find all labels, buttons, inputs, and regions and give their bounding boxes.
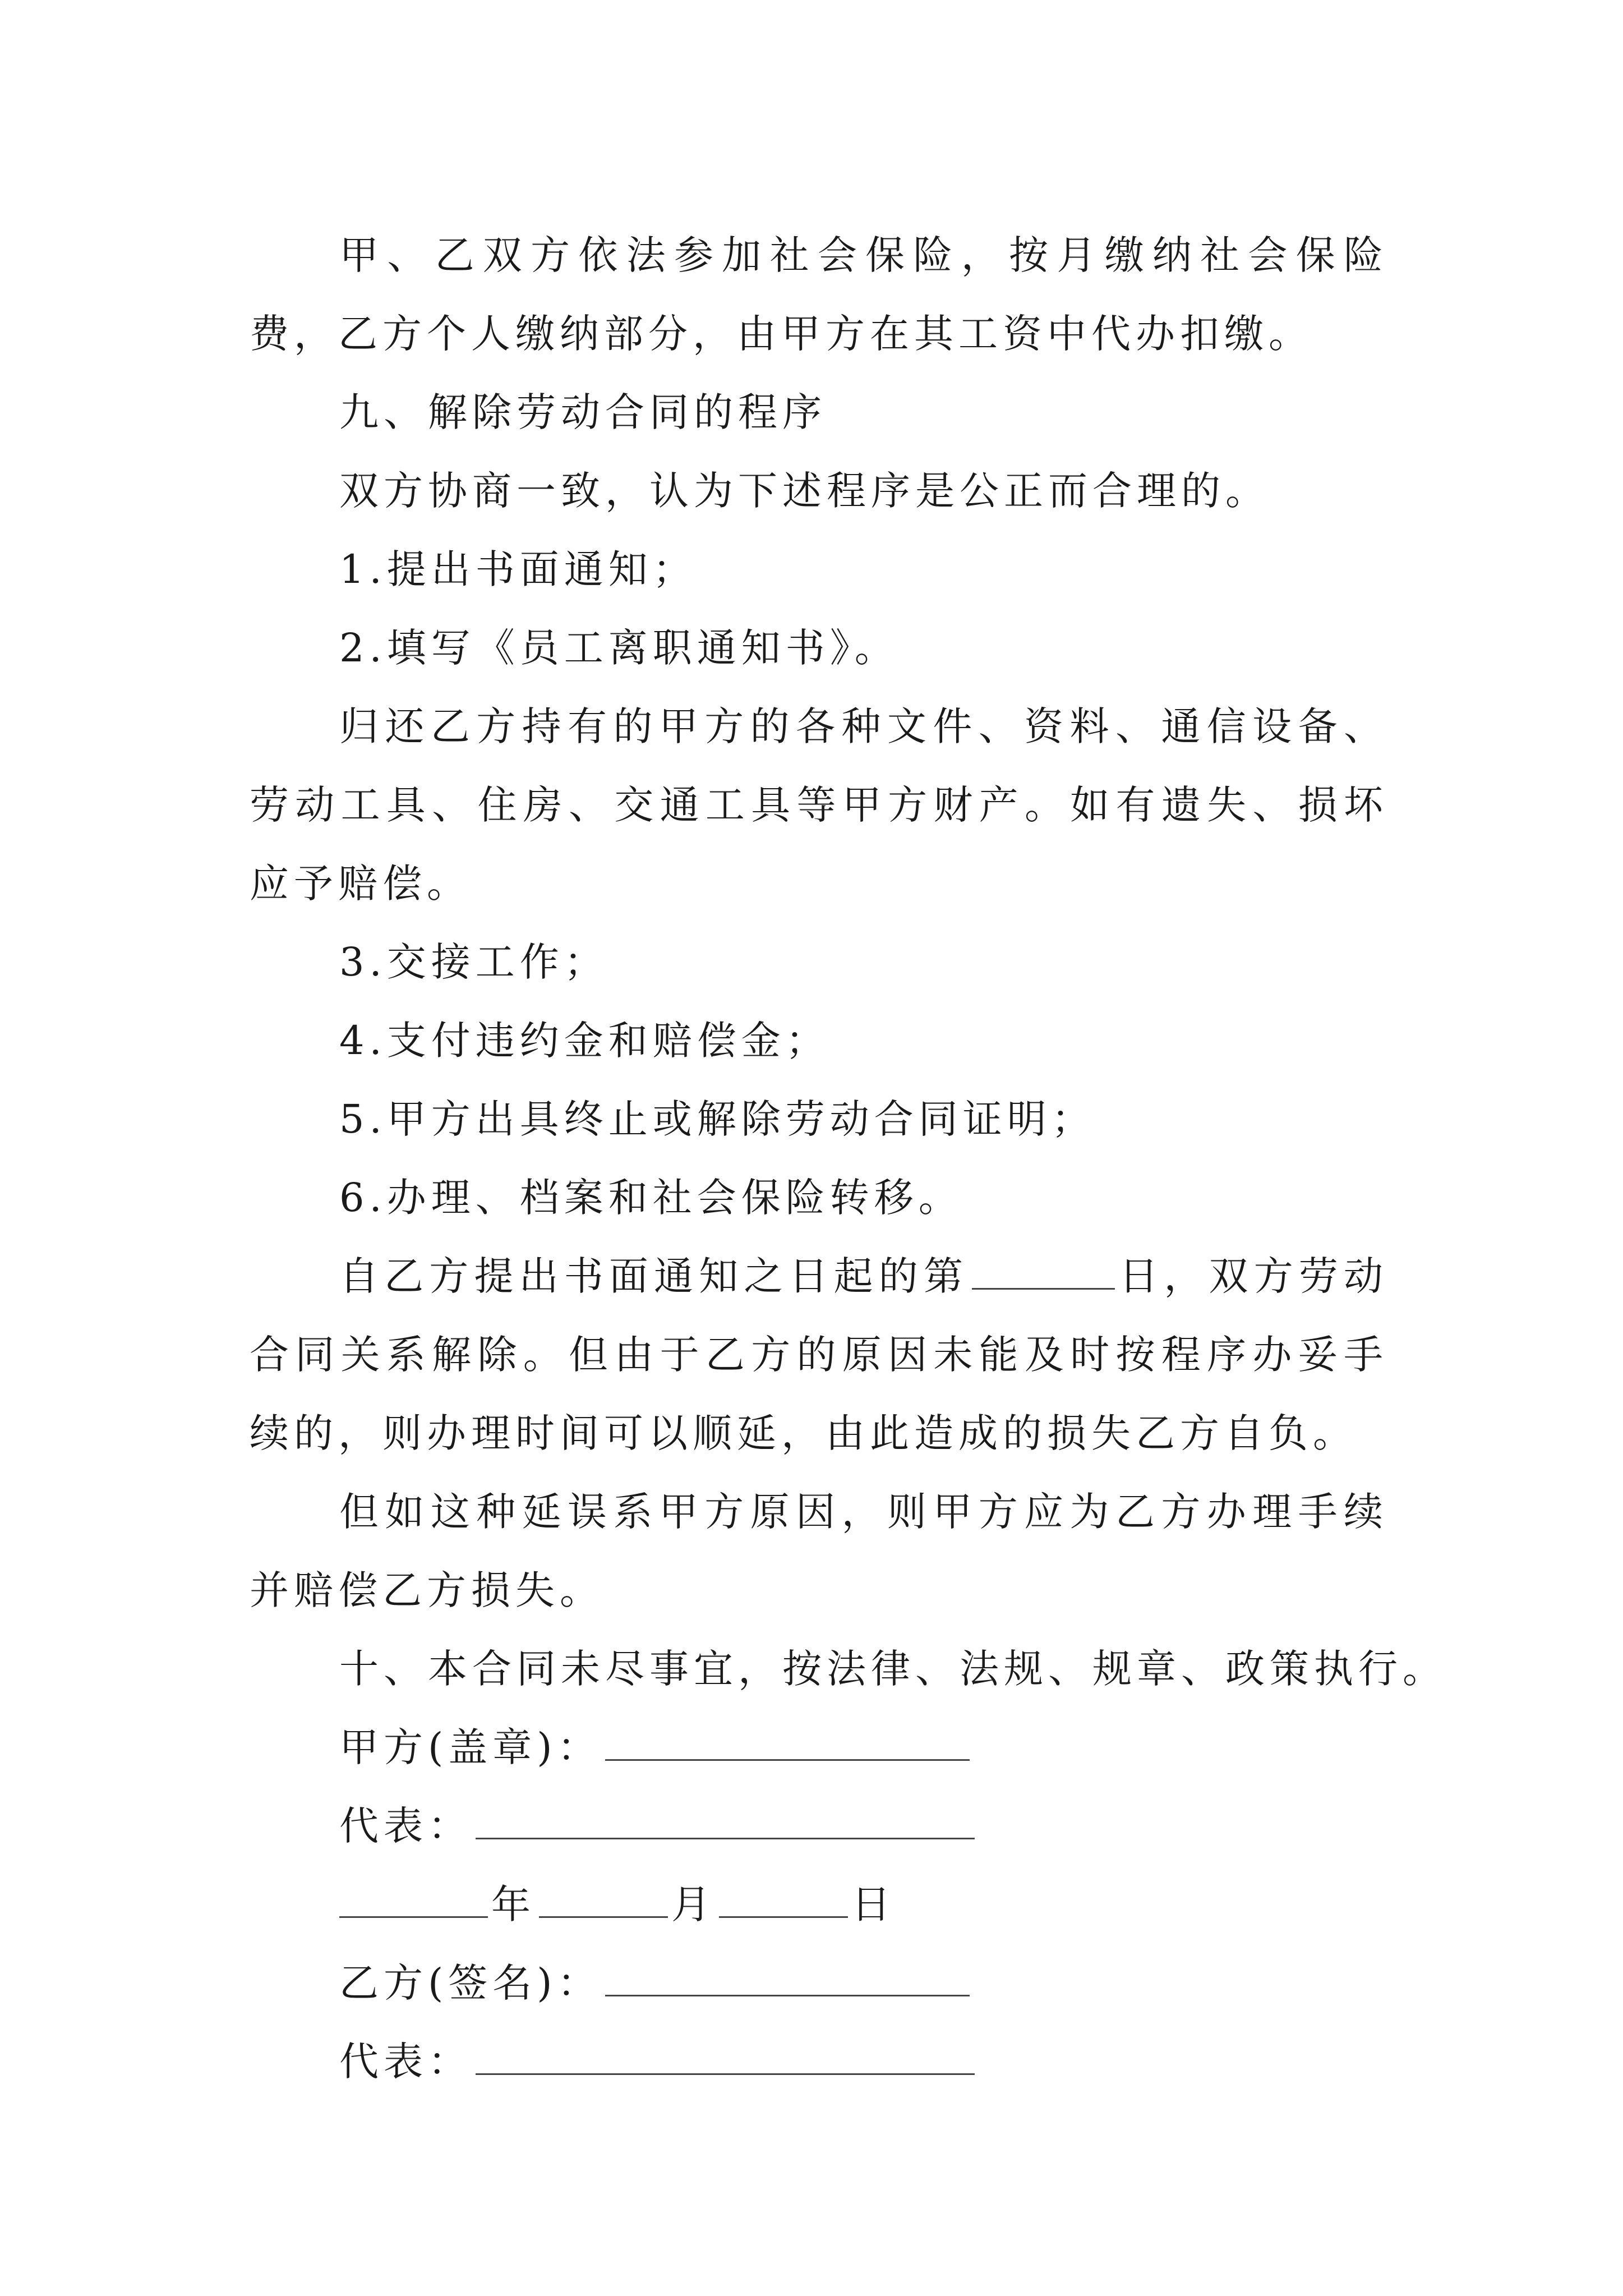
document-body [250, 216, 1447, 2101]
termination-clause-start: 自乙方提出书面通知之日起的第 [339, 1253, 969, 1299]
day-label: 日 [851, 1881, 896, 1927]
procedure-step-5: 5.甲方出具终止或解除劳动合同证明； [339, 1096, 1096, 1142]
days-blank-field[interactable] [972, 1255, 1115, 1290]
date-line [250, 1865, 1388, 1944]
party-a-representative-line [250, 1787, 1388, 1865]
representative-label: 代表： [339, 1803, 472, 1849]
month-field[interactable] [539, 1884, 668, 1918]
party-a-seal-field[interactable] [605, 1727, 970, 1761]
procedure-step-6: 6.办理、档案和社会保险转移。 [339, 1175, 963, 1221]
section-nine-heading: 九、解除劳动合同的程序 [339, 389, 827, 435]
party-a-label: 甲方(盖章)： [339, 1724, 602, 1770]
procedure-intro: 双方协商一致，认为下述程序是公正而合理的。 [339, 468, 1270, 514]
termination-clause-paragraph [250, 1237, 1388, 1473]
party-b-representative-field[interactable] [476, 2041, 975, 2075]
year-label: 年 [491, 1881, 536, 1927]
month-label: 月 [671, 1881, 716, 1927]
return-property-paragraph: 归还乙方持有的甲方的各种文件、资料、通信设备、劳动工具、住房、交通工具等甲方财产。如有遗失、损坏应予赔偿。 [250, 703, 1388, 907]
party-b-label: 乙方(签名)： [339, 1960, 602, 2006]
termination-clause-end: 日，双方劳动合同关系解除。但由于乙方的原因未能及时按程序办妥手续的，则办理时间可以顺延，由此造成的损失乙方自负。 [250, 1253, 1389, 1456]
procedure-step-4: 4.支付违约金和赔偿金； [339, 1018, 830, 1064]
procedure-step-2: 2.填写《员工离职通知书》。 [339, 625, 899, 671]
year-field[interactable] [339, 1884, 488, 1918]
party-b-representative-line [250, 2022, 1388, 2101]
representative-label: 代表： [339, 2039, 472, 2085]
procedure-step-1: 1.提出书面通知； [339, 546, 697, 592]
delay-clause-paragraph: 但如这种延误系甲方原因，则甲方应为乙方办理手续并赔偿乙方损失。 [250, 1489, 1388, 1613]
party-b-signature-line [250, 1944, 1388, 2022]
day-field[interactable] [719, 1884, 848, 1918]
social-insurance-paragraph: 甲、乙双方依法参加社会保险，按月缴纳社会保险费，乙方个人缴纳部分，由甲方在其工资中代办扣缴。 [250, 232, 1388, 357]
procedure-step-3: 3.交接工作； [339, 939, 608, 985]
party-b-signature-field[interactable] [605, 1962, 970, 1996]
article-ten: 十、本合同未尽事宜，按法律、法规、规章、政策执行。 [339, 1646, 1447, 1692]
party-a-signature-line [250, 1708, 1388, 1787]
party-a-representative-field[interactable] [476, 1805, 975, 1839]
